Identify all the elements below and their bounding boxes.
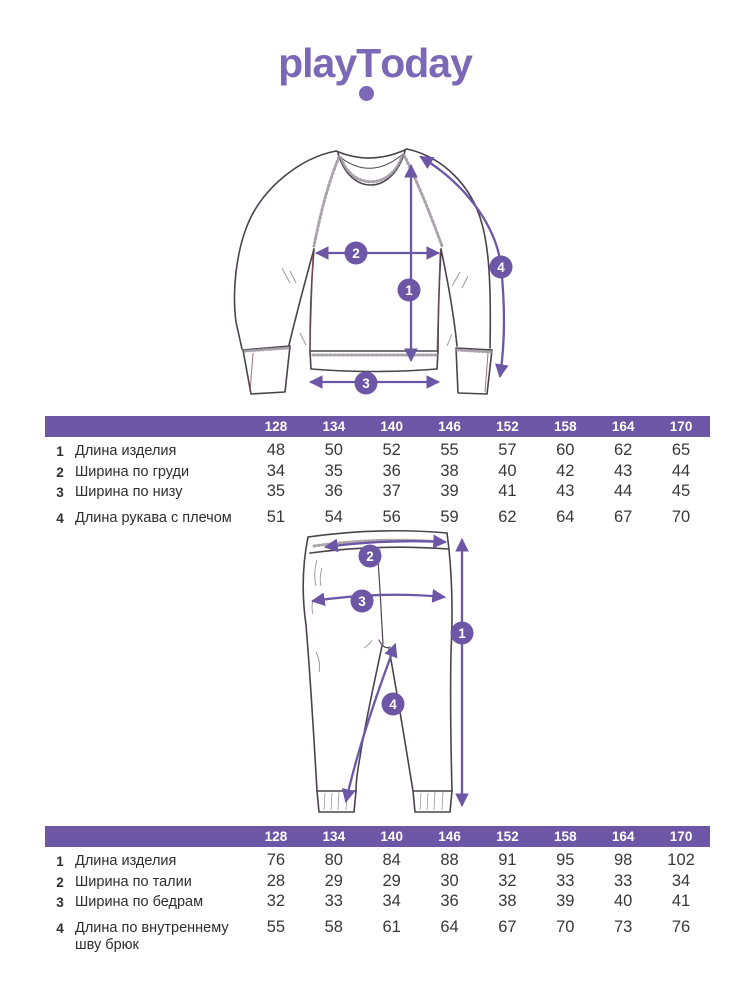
measurement-value: 62: [498, 507, 517, 526]
measurement-value: 76: [266, 851, 286, 869]
measurement-value: 45: [671, 482, 691, 500]
pants-size-table: [45, 826, 710, 954]
measurement-value: 67: [614, 507, 633, 526]
measurement-value: 64: [556, 507, 575, 526]
measurement-value: 55: [440, 441, 459, 459]
size-column-header: 164: [611, 829, 635, 844]
measurement-value: 38: [498, 892, 517, 910]
row-number: 4: [56, 920, 64, 936]
callout-badge-3: [355, 372, 378, 395]
measurement-row: [45, 918, 710, 954]
measurement-value: 39: [440, 482, 459, 500]
size-table-header-row: [45, 416, 710, 437]
measurement-value: 29: [324, 871, 343, 890]
neck-opening: [336, 149, 407, 158]
measurement-label: Длина рукава с плечом: [75, 509, 232, 526]
measurement-label: Ширина по бедрам: [75, 894, 204, 910]
measurement-label: Ширина по низу: [75, 484, 183, 500]
callout-badge-1: [398, 279, 421, 302]
measurement-label: Ширина по талии: [75, 873, 192, 890]
size-column-header: 140: [380, 419, 403, 434]
measurement-value: 59: [440, 507, 459, 526]
sleeve-outline-left: [234, 151, 336, 349]
size-column-header: 152: [496, 419, 519, 434]
measurement-value: 36: [324, 482, 343, 500]
measurement-label: Длина изделия: [75, 443, 177, 459]
size-column-header: 146: [438, 419, 461, 434]
measurement-value: 44: [671, 461, 691, 480]
pants-measurement-diagram: [278, 518, 480, 820]
measurement-value: 48: [266, 441, 286, 459]
raglan-seam-right: [404, 155, 442, 246]
measurement-value: 56: [382, 507, 401, 526]
measurement-label: Длина изделия: [75, 853, 177, 869]
row-number: 2: [56, 464, 64, 480]
svg-text:4: 4: [497, 260, 505, 275]
measurement-value: 32: [266, 892, 286, 910]
measurement-row: [45, 872, 710, 893]
size-column-header: 170: [669, 829, 693, 844]
measurement-row: [45, 892, 710, 913]
measurement-value: 29: [382, 871, 401, 890]
measurement-value: 43: [556, 482, 575, 500]
measurement-value: 61: [382, 917, 401, 936]
measurement-value: 34: [266, 461, 286, 480]
logo-dot: [359, 86, 374, 101]
callout-badge-4: [490, 256, 513, 279]
measurement-value: 42: [556, 461, 575, 480]
svg-text:3: 3: [358, 594, 366, 609]
svg-text:4: 4: [389, 697, 397, 712]
callout-badge-2: [359, 545, 382, 568]
pants-textures: [312, 540, 444, 810]
measurement-value: 65: [671, 441, 691, 459]
measurement-value: 36: [440, 892, 459, 910]
measurement-value: 73: [614, 917, 633, 936]
svg-text:2: 2: [366, 549, 374, 564]
brand-logo: [0, 40, 750, 87]
logo-text-oday: oday: [380, 40, 472, 86]
callout-badge-2: [345, 242, 368, 265]
measurement-value: 32: [498, 871, 517, 890]
sweatshirt-sketch: [234, 149, 492, 394]
size-column-header: 140: [380, 829, 403, 844]
measurement-value: 91: [498, 851, 517, 869]
size-column-header: 164: [611, 419, 635, 434]
crotch-detail: [379, 640, 390, 648]
logo-text-play: play: [278, 40, 357, 86]
collar-rib-texture: [341, 156, 402, 182]
measurement-value: 98: [614, 851, 633, 869]
svg-text:1: 1: [458, 626, 466, 641]
sweatshirt-measurement-diagram: [222, 118, 535, 415]
size-table-header-row: [45, 826, 710, 847]
measurement-value: 38: [440, 461, 459, 480]
measurement-value: 50: [324, 441, 343, 459]
measurement-value: 35: [324, 461, 343, 480]
callout-badge-1: [451, 622, 474, 645]
measurement-value: 57: [498, 441, 517, 459]
measurement-value: 33: [556, 871, 575, 890]
measurement-value: 95: [556, 851, 575, 869]
row-number: 3: [56, 485, 64, 500]
cuff-rib-texture-right: [457, 350, 491, 352]
measurement-value: 33: [324, 892, 343, 910]
raglan-seam-left: [314, 157, 339, 246]
measurement-label: Ширина по груди: [75, 463, 190, 480]
measurement-row: [45, 462, 710, 483]
size-column-header: 146: [438, 829, 461, 844]
row-number: 1: [56, 444, 64, 459]
sleeve-inner-right: [441, 249, 457, 346]
measurement-value: 88: [440, 851, 459, 869]
size-column-header: 134: [322, 419, 346, 434]
measurement-value: 40: [614, 892, 633, 910]
row-number: 2: [56, 874, 64, 890]
pants-wrinkles: [312, 560, 372, 672]
measurement-value: 39: [556, 892, 575, 910]
outseam-right: [447, 533, 452, 791]
measurement-value: 64: [440, 917, 459, 936]
row-number: 3: [56, 895, 64, 910]
measurement-value: 70: [556, 917, 575, 936]
measurement-label: Длина по внутреннему шву брюк: [75, 919, 229, 953]
measurement-value: 30: [440, 871, 459, 890]
measurement-value: 54: [324, 507, 343, 526]
measurement-value: 34: [382, 892, 401, 910]
pants-sketch: [303, 531, 452, 812]
size-column-header: 128: [264, 419, 288, 434]
measurement-value: 51: [266, 507, 286, 526]
svg-text:3: 3: [362, 376, 370, 391]
measurement-value: 62: [614, 441, 633, 459]
size-column-header: 152: [496, 829, 519, 844]
measurement-value: 52: [382, 441, 401, 459]
measurement-value: 84: [382, 851, 401, 869]
svg-text:1: 1: [405, 283, 413, 298]
measurement-value: 67: [498, 917, 517, 936]
sweatshirt-size-table: [45, 416, 710, 528]
measurement-value: 35: [266, 482, 286, 500]
measurement-value: 44: [614, 482, 633, 500]
measurement-value: 40: [498, 461, 517, 480]
logo-letter-t: T: [356, 40, 380, 87]
waist-top-edge: [308, 531, 447, 537]
measurement-value: 60: [556, 441, 575, 459]
measurement-value: 36: [382, 461, 401, 480]
measurement-value: 58: [324, 917, 343, 936]
measurement-row: [45, 441, 710, 462]
size-column-header: 158: [554, 829, 577, 844]
svg-text:2: 2: [352, 246, 360, 261]
measurement-value: 76: [671, 917, 691, 936]
arrow-inseam-length: [346, 645, 395, 801]
measurement-value: 34: [671, 871, 691, 890]
sleeve-outline-right: [407, 149, 490, 348]
measurement-value: 43: [614, 461, 633, 480]
size-column-header: 170: [669, 419, 693, 434]
measurement-value: 33: [614, 871, 633, 890]
size-column-header: 128: [264, 829, 288, 844]
measurement-value: 41: [498, 482, 517, 500]
measurement-value: 70: [671, 507, 691, 526]
callout-badge-3: [351, 590, 374, 613]
callout-badge-4: [382, 693, 405, 716]
inseam-right: [389, 649, 413, 791]
measurement-value: 41: [671, 892, 691, 910]
cuff-left: [317, 791, 356, 812]
size-column-header: 134: [322, 829, 346, 844]
measurement-value: 37: [382, 482, 401, 500]
measurement-row: [45, 482, 710, 503]
cuff-right: [413, 791, 452, 812]
row-number: 1: [56, 854, 64, 869]
size-column-header: 158: [554, 419, 577, 434]
row-number: 4: [56, 510, 64, 526]
measurement-value: 55: [266, 917, 286, 936]
measurement-value: 80: [324, 851, 343, 869]
measurement-row: [45, 851, 710, 872]
measurement-value: 102: [667, 851, 695, 869]
arrow-hip-width: [313, 595, 444, 601]
measurement-value: 28: [266, 871, 286, 890]
